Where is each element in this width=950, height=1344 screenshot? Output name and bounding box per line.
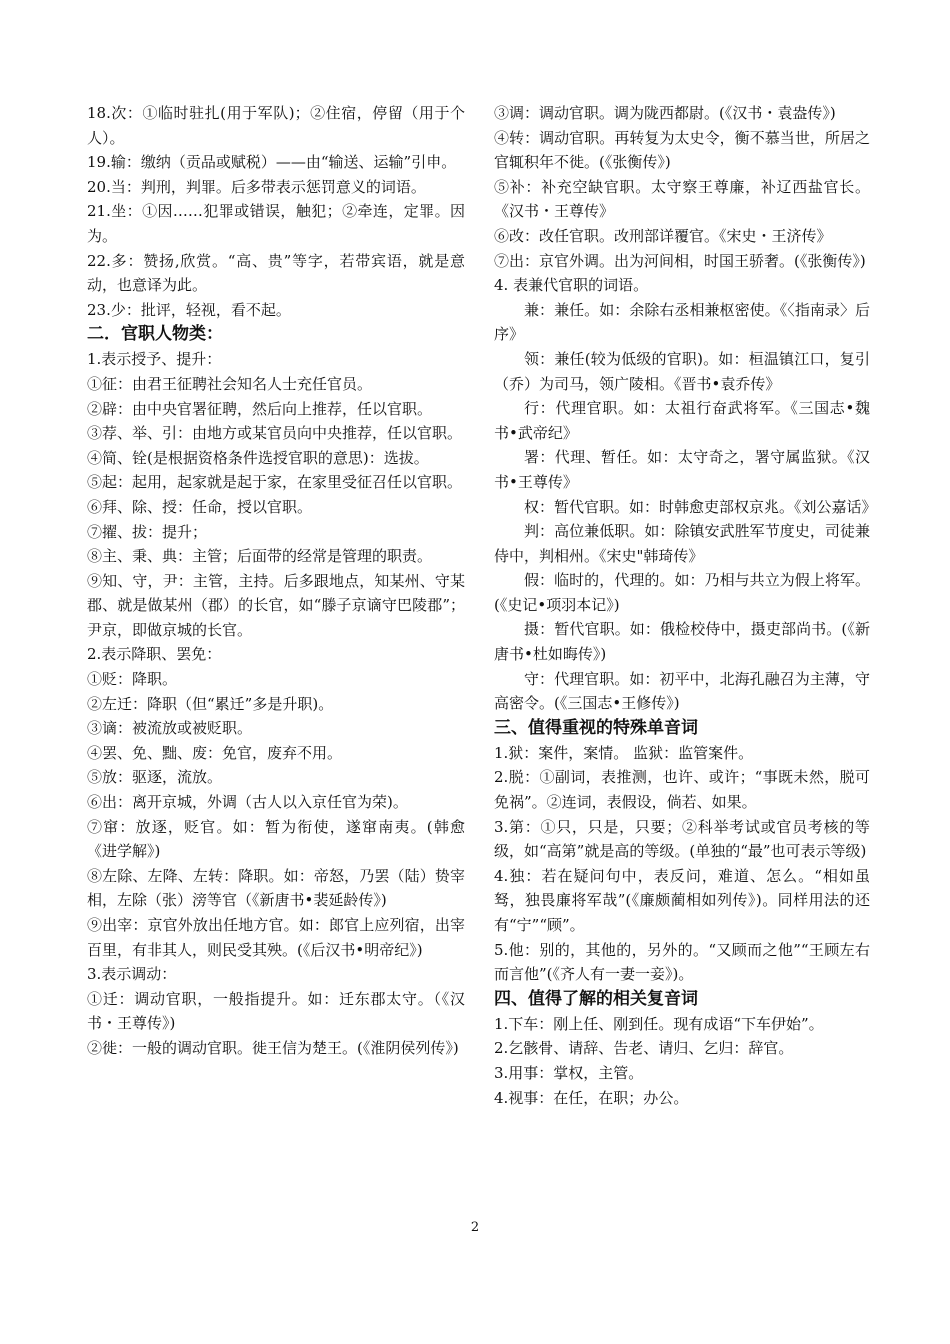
paragraph: ②徙：一般的调动官职。徙王信为楚王。(《淮阴侯列传》)	[87, 1038, 459, 1057]
paragraph: ④简、铨(是根据资格条件选授官职的意思)：选拔。	[87, 448, 429, 467]
paragraph: 3.第：①只，只是，只要；②科举考试或官员考核的等级，如“高第”就是高的等级。(单独的“最”也可表示等级)	[494, 817, 870, 861]
paragraph: ③调：调动官职。调为陇西都尉。(《汉书・袁盎传》)	[494, 104, 836, 122]
paragraph: ⑧左除、左降、左转：降职。如：帝怒，乃罢（陆）贽宰相，左除（张）滂等官（《新唐书•裴延龄传》)	[87, 866, 465, 910]
section-heading: 二．官职人物类：	[87, 324, 223, 345]
paragraph: 3.表示调动：	[87, 965, 177, 984]
paragraph: ⑦擢、拔：提升；	[87, 522, 208, 541]
paragraph: 1.下车：刚上任、刚到任。现有成语“下车伊始”。	[494, 1014, 824, 1033]
paragraph: 假：临时的，代理的。如：乃相与共立为假上将军。(《史记•项羽本记》)	[494, 571, 870, 614]
paragraph: 18.次：①临时驻扎(用于军队)；②住宿，停留（用于个人）。	[87, 104, 465, 147]
paragraph: ②辟：由中央官署征聘，然后向上推荐，任以官职。	[87, 399, 433, 418]
paragraph: 19.输：缴纳（贡品或赋税）——由“输送、运输”引申。	[87, 153, 457, 172]
paragraph: ⑤补：补充空缺官职。太守察王尊廉，补辽西盐官长。《汉书・王尊传》	[494, 177, 870, 221]
paragraph: 2.乞骸骨、请辞、告老、请归、乞归：辞官。	[494, 1039, 794, 1058]
page-number: 2	[470, 1220, 480, 1235]
paragraph: 署：代理、暂任。如：太守奇之，署守属监狱。《汉书•王尊传》	[494, 448, 870, 491]
paragraph: 行：代理官职。如：太祖行奋武将军。《三国志•魏书•武帝纪》	[494, 399, 870, 442]
right-column	[494, 101, 877, 1110]
paragraph: 4. 表兼代官职的词语。	[494, 276, 649, 295]
paragraph: 21.坐：①因……犯罪或错误，触犯；②牵连，定罪。因为。	[87, 202, 465, 245]
paragraph: 3.用事：掌权，主管。	[494, 1063, 644, 1082]
paragraph: ②左迁：降职（但“累迁”多是升职)。	[87, 694, 334, 713]
section-heading: 三、值得重视的特殊单音词	[494, 717, 698, 738]
paragraph: ①征：由君王征聘社会知名人士充任官员。	[87, 374, 373, 393]
paragraph: 权：暂代官职。如：时韩愈吏部权京兆。《刘公嘉话》	[524, 497, 877, 516]
paragraph: ⑨出宰：京官外放出任地方官。如：郎官上应列宿，出宰百里，有非其人，则民受其殃。(《后汉书•明帝纪》)	[87, 916, 465, 959]
paragraph: 1.表示授予、提升：	[87, 350, 222, 369]
paragraph: ⑤放：驱逐，流放。	[87, 768, 223, 787]
paragraph: ⑥出：离开京城，外调（古人以入京任官为荣)。	[87, 793, 408, 812]
paragraph: 守：代理官职。如：初平中，北海孔融召为主薄，守高密令。(《三国志•王修传》)	[494, 669, 870, 713]
paragraph: ⑤起：起用，起家就是起于家，在家里受征召任以官职。	[87, 473, 463, 492]
paragraph: 领：兼任(较为低级的官职)。如：桓温镇江口，复引（乔）为司马，领广陵相。《晋书•袁乔传》	[494, 349, 870, 393]
paragraph: 20.当：判刑，判罪。后多带表示惩罚意义的词语。	[87, 177, 426, 196]
paragraph: 2.脱：①副词，表推测，也许、或许；“事既未然，脱可免祸”。②连词，表假设，倘若、如果。	[494, 768, 870, 812]
paragraph: ⑨知、守，尹：主管，主持。后多跟地点，知某州、守某郡、就是做某州（郡）的长官，如“滕子京谪守巴陵郡”；尹京，即做京城的长官。	[87, 571, 465, 639]
section-heading: 四、值得了解的相关复音词	[494, 988, 698, 1009]
paragraph: ④罢、免、黜、废：免官，废弃不用。	[87, 743, 343, 762]
paragraph: 22.多：赞扬,欣赏。“高、贵”等字，若带宾语，就是意动，也意译为此。	[87, 251, 465, 295]
left-column	[87, 101, 465, 1061]
paragraph: 1.狱：案件，案情。 监狱：监管案件。	[494, 743, 754, 762]
paragraph: ③荐、举、引：由地方或某官员向中央推荐，任以官职。	[87, 424, 463, 443]
paragraph: 23.少：批评，轻视，看不起。	[87, 300, 291, 319]
paragraph: 5.他：别的，其他的，另外的。“又顾而之他”“王顾左右而言他”(《齐人有一妻一妾》)。	[494, 940, 870, 984]
paragraph: ⑦窜：放逐，贬官。如：暂为衔使，遂窜南夷。(韩愈《进学解》)	[87, 817, 465, 861]
paragraph: ⑦出：京官外调。出为河间相，时国王骄奢。(《张衡传》)	[494, 251, 866, 270]
paragraph: ④转：调动官职。再转复为太史令，衡不慕当世，所居之官辄积年不徙。(《张衡传》)	[494, 128, 870, 172]
paragraph: 4.视事：在任，在职；办公。	[494, 1088, 689, 1107]
paragraph: 4.独：若在疑问句中，表反问，难道、怎么。“相如虽驽，独畏廉将军哉”(《廉颇蔺相如列传》)。同样用法的还有“宁”“顾”。	[494, 866, 870, 934]
paragraph: 2.表示降职、罢免：	[87, 645, 222, 664]
paragraph: 判：高位兼低职。如：除镇安武胜军节度史，司徒兼侍中，判相州。《宋史"韩琦传》	[494, 522, 870, 565]
paragraph: ⑧主、秉、典：主管；后面带的经常是管理的职责。	[87, 547, 433, 566]
paragraph: ③谪：被流放或被贬职。	[87, 719, 253, 738]
paragraph: 兼：兼任。如：余除右丞相兼枢密使。《〈指南录〉后序》	[494, 300, 870, 344]
paragraph: ⑥拜、除、授：任命，授以官职。	[87, 497, 313, 516]
paragraph: ①迁：调动官职，一般指提升。如：迁东郡太守。（《汉书・王尊传》)	[87, 989, 465, 1033]
paragraph: ①贬：降职。	[87, 670, 178, 689]
paragraph: ⑥改：改任官职。改刑部详覆官。《宋史・王济传》	[494, 226, 832, 245]
paragraph: 摄：暂代官职。如：俄检校侍中，摄吏部尚书。(《新唐书•杜如晦传》)	[494, 620, 870, 664]
